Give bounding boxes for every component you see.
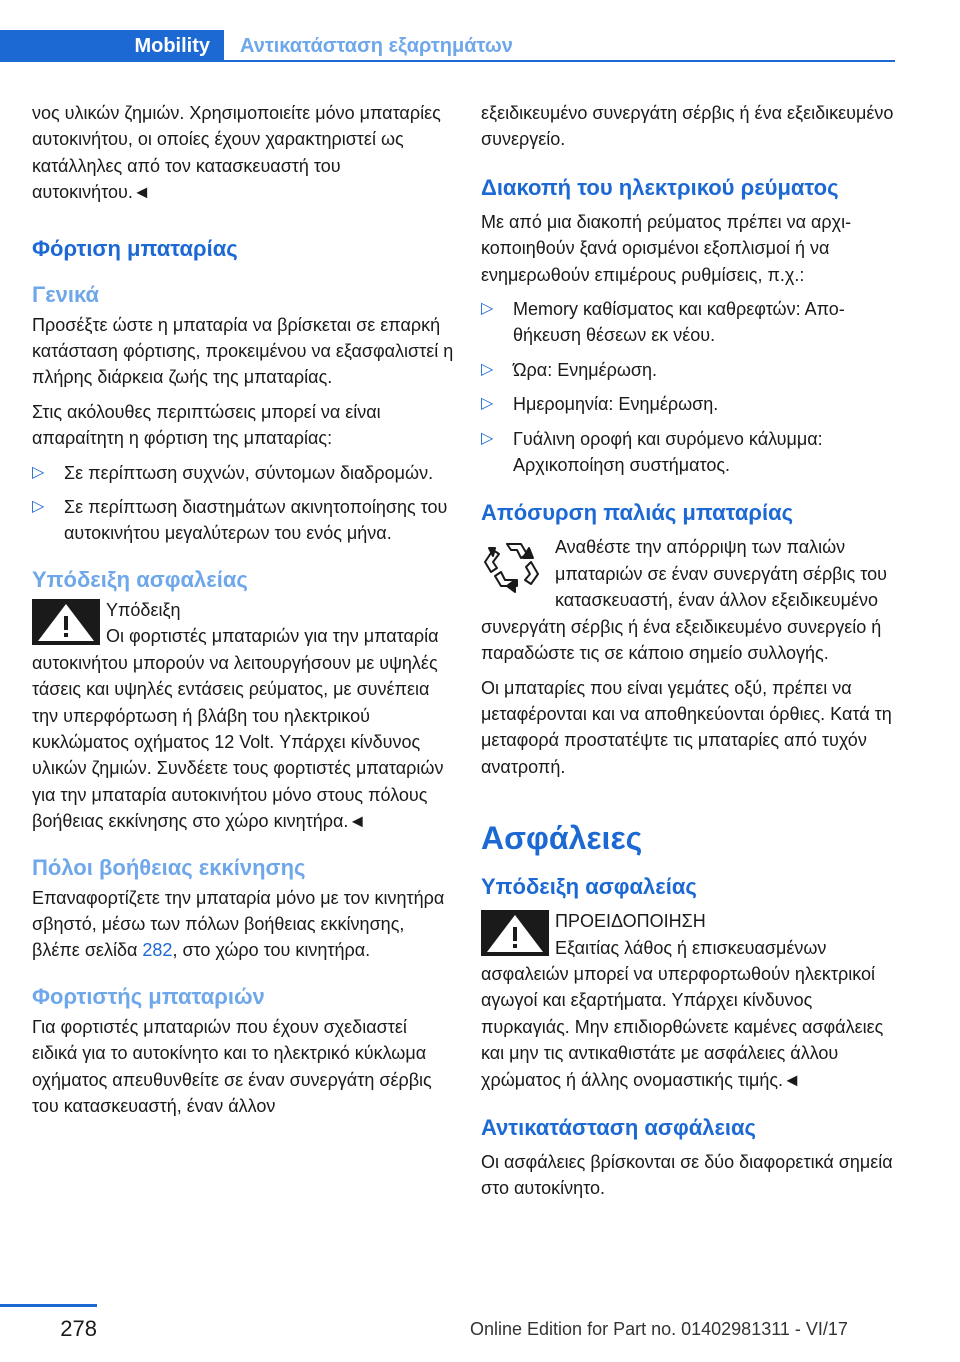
general-paragraph-1: Προσέξτε ώστε η μπαταρία να βρίσκεται σε επαρκή κατάσταση φόρτισης, προκειμένου να εξασφαλιστεί η πλήρης διάρκεια ζωής της μπαταρίας. xyxy=(32,314,454,388)
bullet-text: Σε περίπτωση διαστημάτων ακινητοποίησης του αυτοκινήτου μεγαλύτερων του ενός μήνα. xyxy=(64,497,448,544)
list-item xyxy=(481,391,899,417)
tab-parts-replacement: Αντικατάσταση εξαρτημάτων xyxy=(224,30,895,62)
triangle-right-icon: ▷ xyxy=(481,429,494,447)
disposal-block xyxy=(481,534,899,666)
heading-safety-note: Υπόδειξη ασφαλείας xyxy=(32,566,248,592)
list-item xyxy=(481,357,899,383)
edition-text: Online Edition for Part no. 01402981311 - VI/17 xyxy=(470,1319,848,1339)
triangle-right-icon: ▷ xyxy=(481,300,494,318)
bullet-text: Memory καθίσματος και καθρεφτών: Αποθήκευση θέσεων εκ νέου. xyxy=(513,299,845,346)
list-item xyxy=(32,494,454,547)
warning-triangle-icon xyxy=(32,599,100,647)
safety-note-block xyxy=(32,597,454,835)
triangle-right-icon: ▷ xyxy=(32,463,45,481)
warning-triangle-icon xyxy=(481,910,549,958)
heading-fuses: Ασφάλειες xyxy=(481,820,643,857)
triangle-right-icon: ▷ xyxy=(32,498,45,516)
page-number: 278 xyxy=(60,1316,97,1341)
charging-bullets xyxy=(32,460,454,547)
warning-block xyxy=(481,908,899,1093)
list-item xyxy=(481,426,899,479)
heading-battery-charging: Φόρτιση μπαταρίας xyxy=(32,235,238,261)
triangle-right-icon: ▷ xyxy=(481,395,494,413)
left-column xyxy=(32,100,454,1127)
jump-start-paragraph xyxy=(32,885,454,964)
left-intro: νος υλικών ζημιών. Χρησιμοποιείτε μόνο μπαταρίες αυτοκινήτου, οι οποίες έχουν χαρακτηριστεί ως κατάλληλες από τον κατασκευαστή του αυτοκινήτου.◄ xyxy=(32,103,441,203)
fuse-replacement-paragraph: Οι ασφάλειες βρίσκονται σε δύο διαφορετικά σημεία στο αυτοκίνητο. xyxy=(481,1151,893,1199)
general-paragraph-2: Στις ακόλουθες περιπτώσεις μπορεί να είναι απαραίτητη η φόρτιση της μπαταρίας: xyxy=(32,401,381,449)
heading-general: Γενικά xyxy=(32,281,100,307)
jump-start-text-a: Επαναφορτίζετε την μπαταρία μόνο με τον κινητήρα σβηστό, μέσω των πόλων βοήθειας εκκίνησης, βλέπε σελίδα xyxy=(32,887,445,961)
power-paragraph: Με από μια διακοπή ρεύματος πρέπει να αρχικοποιηθούν ξανά ορισμένοι εξοπλισμοί ή να ενημερωθούν επιμέρους ρυθμίσεις, π.χ.: xyxy=(481,211,852,285)
heading-battery-disposal: Απόσυρση παλιάς μπαταρίας xyxy=(481,500,794,526)
list-item xyxy=(32,460,454,486)
page-link[interactable]: 282 xyxy=(142,940,173,961)
footer-rule xyxy=(0,1304,97,1307)
disposal-paragraph: Αναθέστε την απόρριψη των παλιών μπαταριών σε έναν συνεργάτη σέρβις του κατασκευαστή, έναν άλλον εξειδικευμένο συνεργάτη σέρβις ή ένα εξειδικευμένο συνεργείο ή παραδώστε τις σε κάποιο σημείο συλλογής. xyxy=(481,537,887,664)
charger-paragraph: Για φορτιστές μπαταριών που έχουν σχεδιαστεί ειδικά για το αυτοκίνητο και το ηλεκτρικό κύκλωμα οχήματος απευθυνθείτε σε έναν συνεργάτη σέρβις του κατασκευαστή, έναν άλλον xyxy=(32,1016,432,1116)
heading-battery-charger: Φορτιστής μπαταριών xyxy=(32,983,265,1009)
heading-jump-start-poles: Πόλοι βοήθειας εκκίνησης xyxy=(32,854,306,880)
heading-fuse-safety-note: Υπόδειξη ασφαλείας xyxy=(481,874,697,900)
disposal-paragraph-2: Οι μπαταρίες που είναι γεμάτες οξύ, πρέπει να μεταφέρονται και να αποθηκεύονται όρθιες. Κατά τη μεταφορά προστατέψτε τις μπαταρίες από τυχόν ανατροπή. xyxy=(481,677,892,777)
safety-note-text: Οι φορτιστές μπαταριών για την μπαταρία αυτοκινήτου μπορούν να λειτουργήσουν με υψηλές τάσεις και υψηλές εντάσεις ρεύματος, με συνέπεια την υπερφόρτωση ή βλάβη του ηλεκτρικού κυκλώματος οχήματος 12 Volt. Υπάρχει κίνδυνος υλικών ζημιών. Συνδέετε τους φορτιστές μπαταριών για την μπαταρία αυτοκινήτου μόνο στους πόλους βοήθειας εκκίνησης στο χώρο κινητήρα.◄ xyxy=(32,626,444,832)
bullet-text: Ώρα: Ενημέρωση. xyxy=(513,359,658,380)
power-bullets xyxy=(481,296,899,478)
bullet-text: Ημερομηνία: Ενημέρωση. xyxy=(513,394,719,415)
bullet-text: Γυάλινη οροφή και συρόμενο κάλυμμα: Αρχικοποίηση συστήματος. xyxy=(513,428,823,476)
bullet-text: Σε περίπτωση συχνών, σύντομων διαδρομών. xyxy=(64,462,434,483)
heading-power-interruption: Διακοπή του ηλεκτρικού ρεύματος xyxy=(481,174,839,200)
warning-text: Εξαιτίας λάθος ή επισκευασμένων ασφαλειών μπορεί να υπερφορτωθούν ηλεκτρικοί αγωγοί και εξαρτήματα. Υπάρχει κίνδυνος πυρκαγιάς. Μην επιδιορθώνετε καμένες ασφάλειες και μην τις αντικαθιστάτε με ασφάλειες άλλου χρώματος ή άλλης ονομαστικής τιμής.◄ xyxy=(481,937,884,1090)
page-header xyxy=(0,0,960,62)
recycle-icon xyxy=(481,536,549,596)
jump-start-text-b: , στο χώρο του κινητήρα. xyxy=(172,940,371,961)
right-intro: εξειδικευμένο συνεργάτη σέρβις ή ένα εξειδικευμένο συνεργείο. xyxy=(481,103,894,150)
triangle-right-icon: ▷ xyxy=(481,360,494,378)
list-item xyxy=(481,296,899,349)
safety-note-label: Υπόδειξη xyxy=(106,599,181,620)
warning-label: ΠΡΟΕΙΔΟΠΟΙΗΣΗ xyxy=(555,911,706,932)
right-column xyxy=(481,100,899,1210)
tab-mobility: Mobility xyxy=(0,30,224,62)
heading-fuse-replacement: Αντικατάσταση ασφάλειας xyxy=(481,1114,756,1140)
